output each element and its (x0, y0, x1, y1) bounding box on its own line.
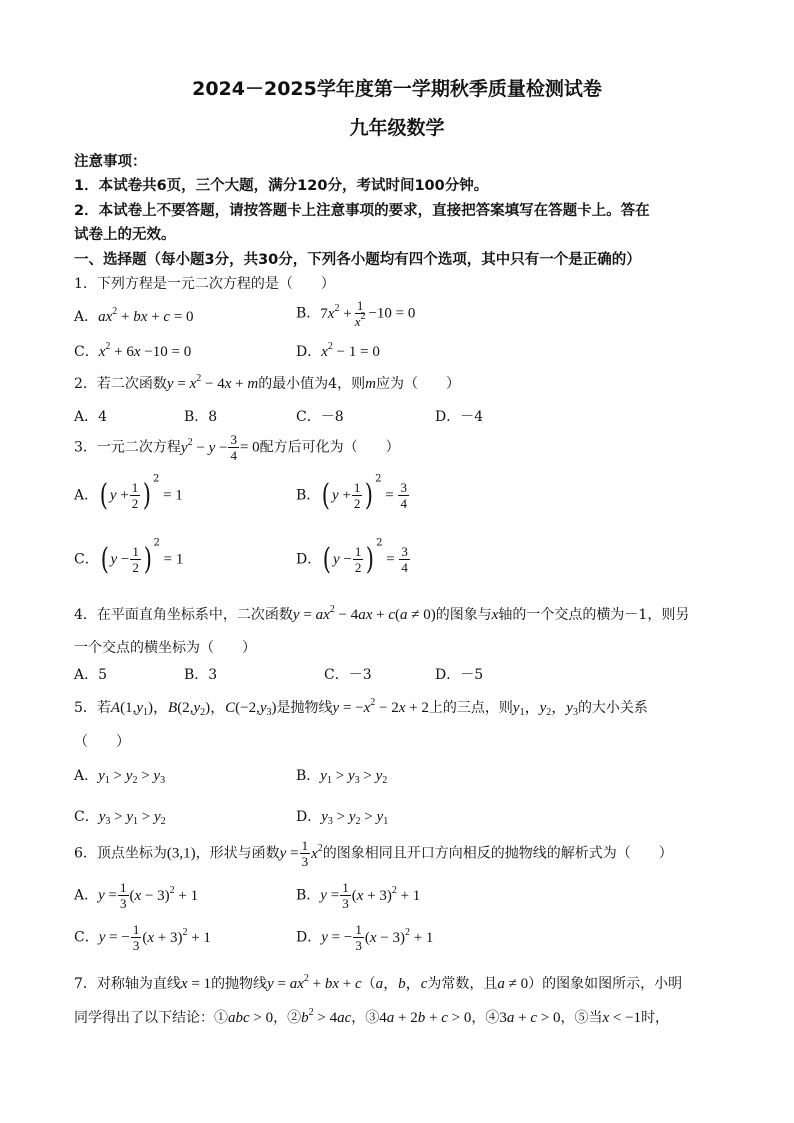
q6-option-c: C．y = − $\frac{1}{3}$ $(x + 3)^2 + 1$ (74, 922, 211, 953)
notes-heading: 注意事项： (74, 154, 147, 170)
q1-option-a: A．$ax^2$ + bx + c = 0 (74, 306, 194, 325)
q2-option-c: C．－8 (296, 409, 344, 425)
q3-option-b: B．( y + $\frac{1}{2}$ ) $^2$ = $\frac{3}{4}$ (296, 473, 407, 513)
q3-option-a: A．( y + $\frac{1}{2}$ ) $^2$ = 1 (74, 473, 183, 513)
q6-option-a: A．y = $\frac{1}{3}$ $(x - 3)^2 + 1$ (74, 880, 199, 911)
q2-option-d: D．－4 (435, 409, 484, 425)
exam-subtitle: 九年级数学 (349, 117, 445, 139)
q4-option-d: D．－5 (435, 667, 484, 683)
q5-option-a: A．$y_1 > y_2 > y_3$ (74, 768, 166, 786)
q6-option-d: D．y = − $\frac{1}{3}$ $(x - 3)^2 + 1$ (296, 922, 434, 953)
q3-option-c: C．( y − $\frac{1}{2}$ ) $^2$ = 1 (74, 537, 184, 577)
q1-stem: 1．下列方程是一元二次方程的是（ ） (74, 276, 335, 292)
notes-item-2: 2．本试卷上不要答题，请按答题卡上注意事项的要求，直接把答案填写在答题卡上。答在 (74, 203, 650, 219)
exam-title: 2024－2025学年度第一学期秋季质量检测试卷 (192, 78, 602, 100)
q5-stem: 5．若$A(1,y_1)$，$B(2,y_2)$，$C(-2,y_3)$是抛物线$y = -x^2 - 2x + 2$上的三点，则$y_1$，$y_2$，$y_3$的大小关系 (74, 697, 648, 718)
q4-option-a: A．5 (74, 667, 108, 683)
q3-option-d: D．( y − $\frac{1}{2}$ ) $^2$ = $\frac{3}{4}$ (296, 537, 408, 577)
q2-stem: 2．若二次函数$y = x^2 - 4x + m$的最小值为4，则m应为（ ） (74, 373, 460, 392)
q5-option-c: C．$y_3 > y_1 > y_2$ (74, 809, 166, 827)
q7-stem: 7．对称轴为直线x = 1的抛物线$y = ax^2$ + bx + c（a，b，c为常数，且a ≠ 0）的图象如图所示，小明 (74, 973, 683, 992)
section-1-heading: 一、选择题（每小题3分，共30分，下列各小题均有四个选项，其中只有一个是正确的） (74, 252, 641, 268)
q4-stem-cont: 一个交点的横坐标为（ ） (74, 640, 256, 656)
q4-option-c: C．－3 (324, 667, 372, 683)
q5-option-d: D．$y_3 > y_2 > y_1$ (296, 809, 389, 827)
q2-option-a: A．4 (74, 409, 108, 425)
q2-option-b: B．8 (184, 409, 218, 425)
q1-option-d: D．$x^2 - 1 = 0$ (296, 341, 380, 360)
q1-option-b: B．$7x^2$ + $\frac{1}{x^2}$ −10 = 0 (296, 298, 416, 329)
q4-stem: 4．在平面直角坐标系中，二次函数$y = ax^2 - 4ax + c(a \ne 0)$的图象与x轴的一个交点的横为－1，则另 (74, 604, 690, 623)
notes-item-2-cont: 试卷上的无效。 (74, 227, 176, 243)
q5-stem-cont: （ ） (74, 734, 130, 750)
q1-option-c: C．$x^2 + 6x -10 = 0$ (74, 341, 192, 360)
q6-option-b: B．y = $\frac{1}{3}$ $(x + 3)^2 + 1$ (296, 880, 421, 911)
q7-stem-cont: 同学得出了以下结论：①abc > 0，$②b^2 > 4ac$，③4a + 2b + c > 0，④3a + c > 0，⑤当x < −1时， (74, 1007, 670, 1026)
q4-option-b: B．3 (184, 667, 218, 683)
q6-stem: 6．顶点坐标为(3,1)，形状与函数y = $\frac{1}{3}$ $x^2$的图象相同且开口方向相反的抛物线的解析式为（ ） (74, 838, 673, 869)
q5-option-b: B．$y_1 > y_3 > y_2$ (296, 768, 388, 786)
q3-stem: 3．一元二次方程$y^2 - y$ − $\frac{3}{4}$ = 0配方后可化为（ ） (74, 432, 400, 463)
notes-item-1: 1．本试卷共6页，三个大题，满分120分，考试时间100分钟。 (74, 178, 489, 194)
